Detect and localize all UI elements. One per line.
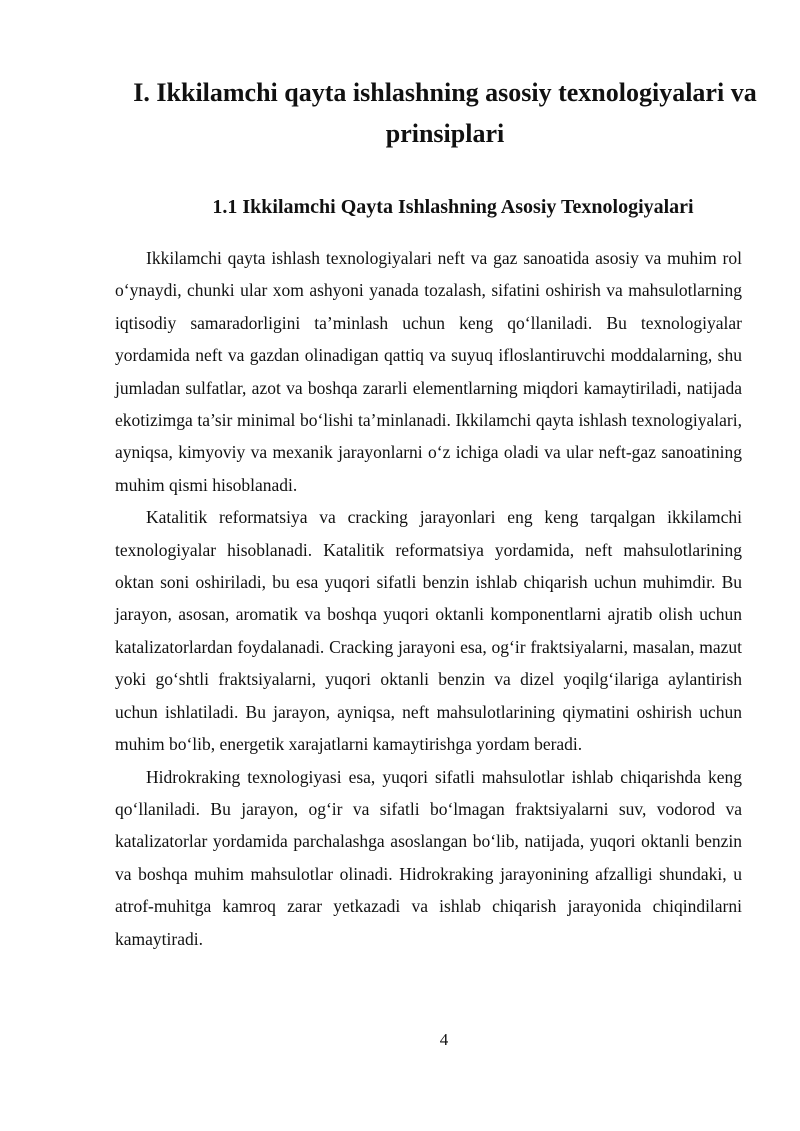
paragraph: Hidrokraking texnologiyasi esa, yuqori sifatli mahsulotlar ishlab chiqarishda keng qo‘llaniladi. Bu jarayon, og‘ir va sifatli bo‘lmagan fraktsiyalarni suv, vodorod va katalizatorlar yordamida parchalashga asoslangan bo‘lib, natijada, yuqori oktanli benzin va boshqa muhim mahsulotlar olinadi. Hidrokraking jarayonining afzalligi shundaki, u atrof-muhitga kamroq zarar yetkazadi va ishlab chiqarish jarayonida chiqindilarni kamaytiradi. — [115, 766, 742, 949]
paragraph: Katalitik reformatsiya va cracking jarayonlari eng keng tarqalgan ikkilamchi texnologiyalar hisoblanadi. Katalitik reformatsiya yordamida, neft mahsulotlarining oktan soni oshiriladi, bu esa yuqori sifatli benzin ishlab chiqarish uchun muhimdir. Bu jarayon, asosan, aromatik va boshqa yuqori oktanli komponentlarni ajratib olish uchun katalizatorlardan foydalanadi. Cracking jarayoni esa, og‘ir fraktsiyalarni, masalan, mazut yoki go‘shtli fraktsiyalarni, yuqori oktanli benzin va dizel yoqilg‘ilariga aylantirish uchun ishlatiladi. Bu jarayon, ayniqsa, neft mahsulotlarining qiymatini oshirish uchun muhim bo‘lib, energetik xarajatlarni kamaytirishga yordam beradi. — [115, 507, 742, 755]
body-text — [115, 242, 742, 955]
section-title: 1.1 Ikkilamchi Qayta Ishlashning Asosiy Texnologiyalari — [212, 196, 694, 218]
paragraph: Ikkilamchi qayta ishlash texnologiyalari neft va gaz sanoatida asosiy va muhim rol o‘ynaydi, chunki ular xom ashyoni yanada tozalash, sifatini oshirish va mahsulotlarning iqtisodiy samaradorligini ta’minlash uchun keng qo‘llaniladi. Bu texnologiyalar yordamida neft va gazdan olinadigan qattiq va suyuq ifloslantiruvchi moddalarning, shu jumladan sulfatlar, azot va boshqa zararli elementlarning miqdori kamaytiriladi, natijada ekotizimga ta’sir minimal bo‘lishi ta’minlanadi. Ikkilamchi qayta ishlash texnologiyalari, ayniqsa, kimyoviy va mexanik jarayonlarni o‘z ichiga oladi va ular neft-gaz sanoatining muhim qismi hisoblanadi. — [115, 248, 742, 495]
page-number: 4 — [439, 1030, 449, 1049]
chapter-title: I. Ikkilamchi qayta ishlashning asosiy texnologiyalari va prinsiplari — [133, 78, 757, 148]
